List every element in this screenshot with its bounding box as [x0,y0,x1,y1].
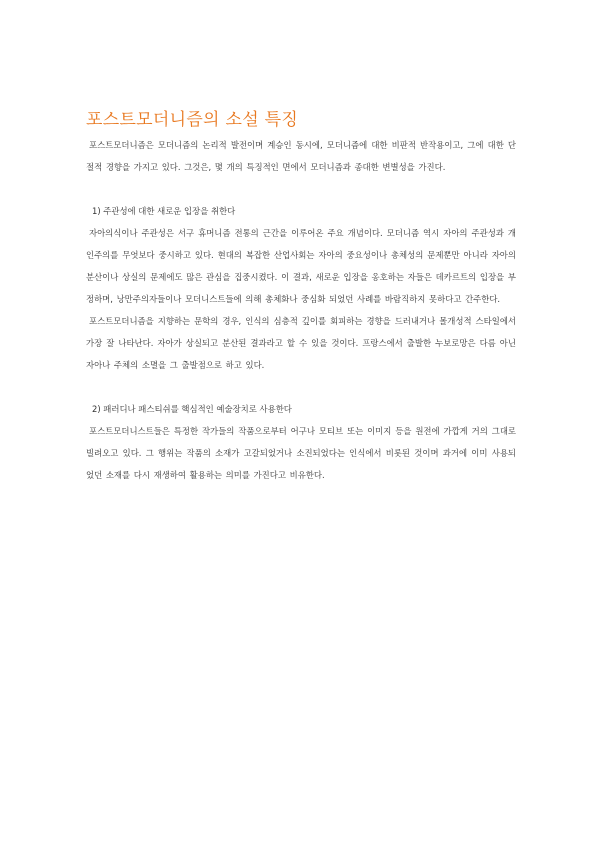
section-spacer [86,178,516,200]
section-paragraph: 포스트모더니즘을 지향하는 문학의 경우, 인식의 심층적 깊이를 회피하는 경향을 드러내거나 몰개성적 스타일에서 가장 잘 나타난다. 자아가 상실되고 분산된 결과라고 할 수 있을 것이다. 프랑스에서 출발한 누보로망은 다름 아닌 자아나 주체의 소멸을 그 출발점으로 하고 있다. [86,316,516,370]
section-spacer [86,376,516,398]
section-parody-pastiche [86,398,516,486]
section-heading: 2) 패러디나 패스티쉬를 핵심적인 예술장치로 사용한다 [92,404,292,414]
section-subjectivity [86,200,516,376]
intro-paragraph: 포스트모더니즘은 모더니즘의 논리적 발전이며 계승인 동시에, 모더니즘에 대한 비판적 반작용이고, 그에 대한 단절적 경향을 가지고 있다. 그것은, 몇 개의 특징적인 면에서 모더니즘과 종대한 변별성을 가진다. [86,140,516,172]
document-title: 포스트모더니즘의 소설 특징 [86,110,299,130]
section-paragraph: 자아의식이나 주관성은 서구 휴머니즘 전통의 근간을 이루어온 주요 개념이다. 모더니즘 역시 자아의 주관성과 개인주의를 무엇보다 중시하고 있다. 현대의 복잡한 산업사회는 자아의 중요성이나 총체성의 문제뿐만 아니라 자아의 분산이나 상실의 문제에도 많은 관심을 집중시켰다. 이 결과, 새로운 입장을 옹호하는 자들은 데카르트의 입장을 부정하며, 낭만주의자들이나 모더니스트들에 의해 총체화나 중심화 되었던 사례를 바람직하지 못하다고 간주한다. [86,228,516,304]
section-paragraph: 포스트모더니스트들은 특정한 작가들의 작품으로부터 어구나 모티브 또는 이미지 등을 원전에 가깝게 거의 그대로 빌려오고 있다. 그 행위는 작품의 소재가 고갈되었거나 소진되었다는 인식에서 비롯된 것이며 과거에 이미 사용되었던 소재를 다시 재생하여 활용하는 의미를 가진다고 비유한다. [86,426,516,480]
document-page [86,106,516,486]
section-heading: 1) 주관성에 대한 새로운 입장을 취한다 [92,206,236,216]
